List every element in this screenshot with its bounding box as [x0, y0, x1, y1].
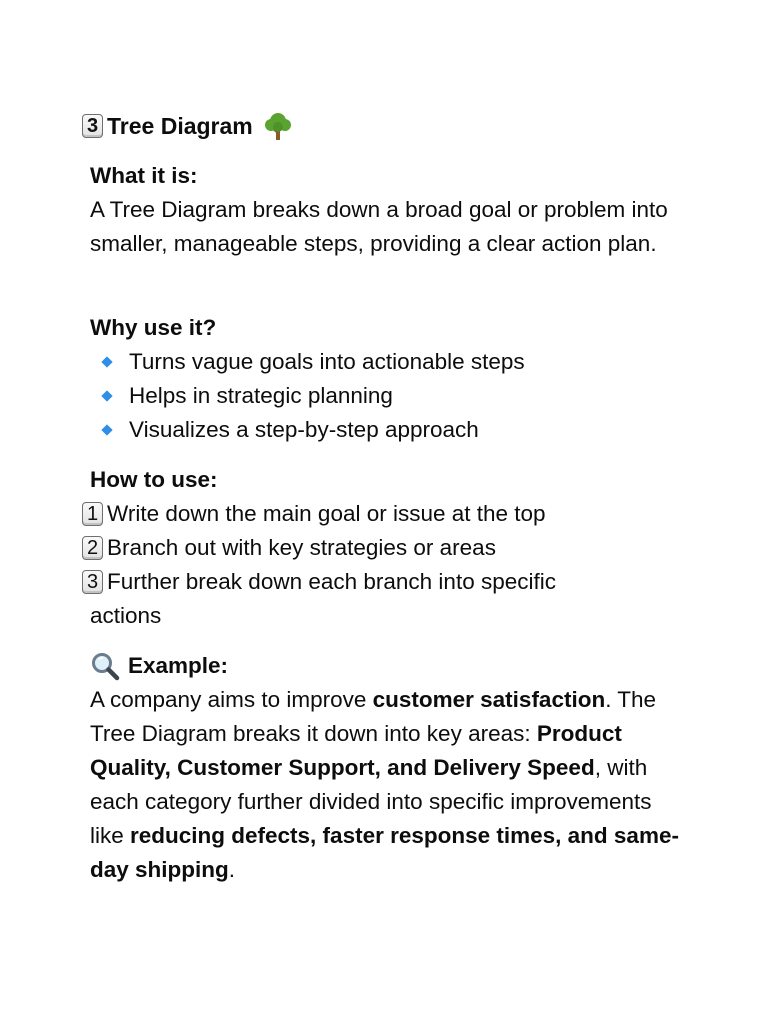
magnifying-glass-icon: [90, 651, 120, 681]
example-section: [90, 649, 690, 887]
section-title: Tree Diagram: [107, 113, 253, 139]
what-it-is-text: A Tree Diagram breaks down a broad goal or problem into smaller, manageable steps, providing a clear action plan.: [90, 197, 668, 256]
example-text-bold: customer satisfaction: [372, 687, 606, 712]
list-item: [90, 345, 690, 379]
why-use-it-list: [90, 345, 690, 447]
step-text-continuation: actions: [90, 603, 162, 628]
keycap-number-3-icon: 3: [82, 114, 103, 138]
blue-diamond-icon: [101, 390, 112, 401]
example-text-part: A company aims to improve: [90, 687, 373, 712]
deciduous-tree-icon: [263, 111, 293, 141]
example-text: [90, 683, 690, 887]
example-text-bold: reducing defects, faster response times, and same-day shipping: [90, 823, 679, 882]
example-label-row: [90, 649, 690, 683]
what-it-is-section: [90, 159, 690, 261]
list-item-text: Visualizes a step-by-step approach: [129, 417, 479, 442]
how-to-use-label: How to use:: [90, 467, 218, 492]
how-to-use-label-row: [90, 463, 690, 497]
keycap-number-2-icon: 2: [82, 536, 103, 560]
blue-diamond-icon: [101, 356, 112, 367]
step-item: [82, 565, 702, 599]
example-text-part: .: [228, 857, 236, 882]
step-text: Branch out with key strategies or areas: [107, 535, 496, 560]
step-text: Write down the main goal or issue at the top: [107, 501, 546, 526]
step-text: Further break down each branch into specific: [107, 569, 556, 594]
step-item: [82, 531, 702, 565]
keycap-number-3-icon: 3: [82, 570, 103, 594]
example-text-part: . The Tree Diagram breaks it down into key areas:: [90, 687, 657, 746]
list-item: [90, 379, 690, 413]
section-heading: [82, 110, 293, 142]
list-item: [90, 413, 690, 447]
why-use-it-section: [90, 311, 690, 447]
step-item: [82, 497, 702, 531]
list-item-text: Helps in strategic planning: [129, 383, 393, 408]
why-use-it-label: Why use it?: [90, 315, 217, 340]
blue-diamond-icon: [101, 424, 112, 435]
example-label: Example:: [128, 653, 229, 678]
example-text-part: , with each category further divided into specific improvements like: [90, 755, 652, 848]
what-it-is-label: What it is:: [90, 163, 198, 188]
keycap-number-1-icon: 1: [82, 502, 103, 526]
example-text-bold: Product Quality, Customer Support, and Delivery Speed: [90, 721, 622, 780]
how-to-use-steps: [82, 497, 702, 633]
list-item-text: Turns vague goals into actionable steps: [129, 349, 525, 374]
